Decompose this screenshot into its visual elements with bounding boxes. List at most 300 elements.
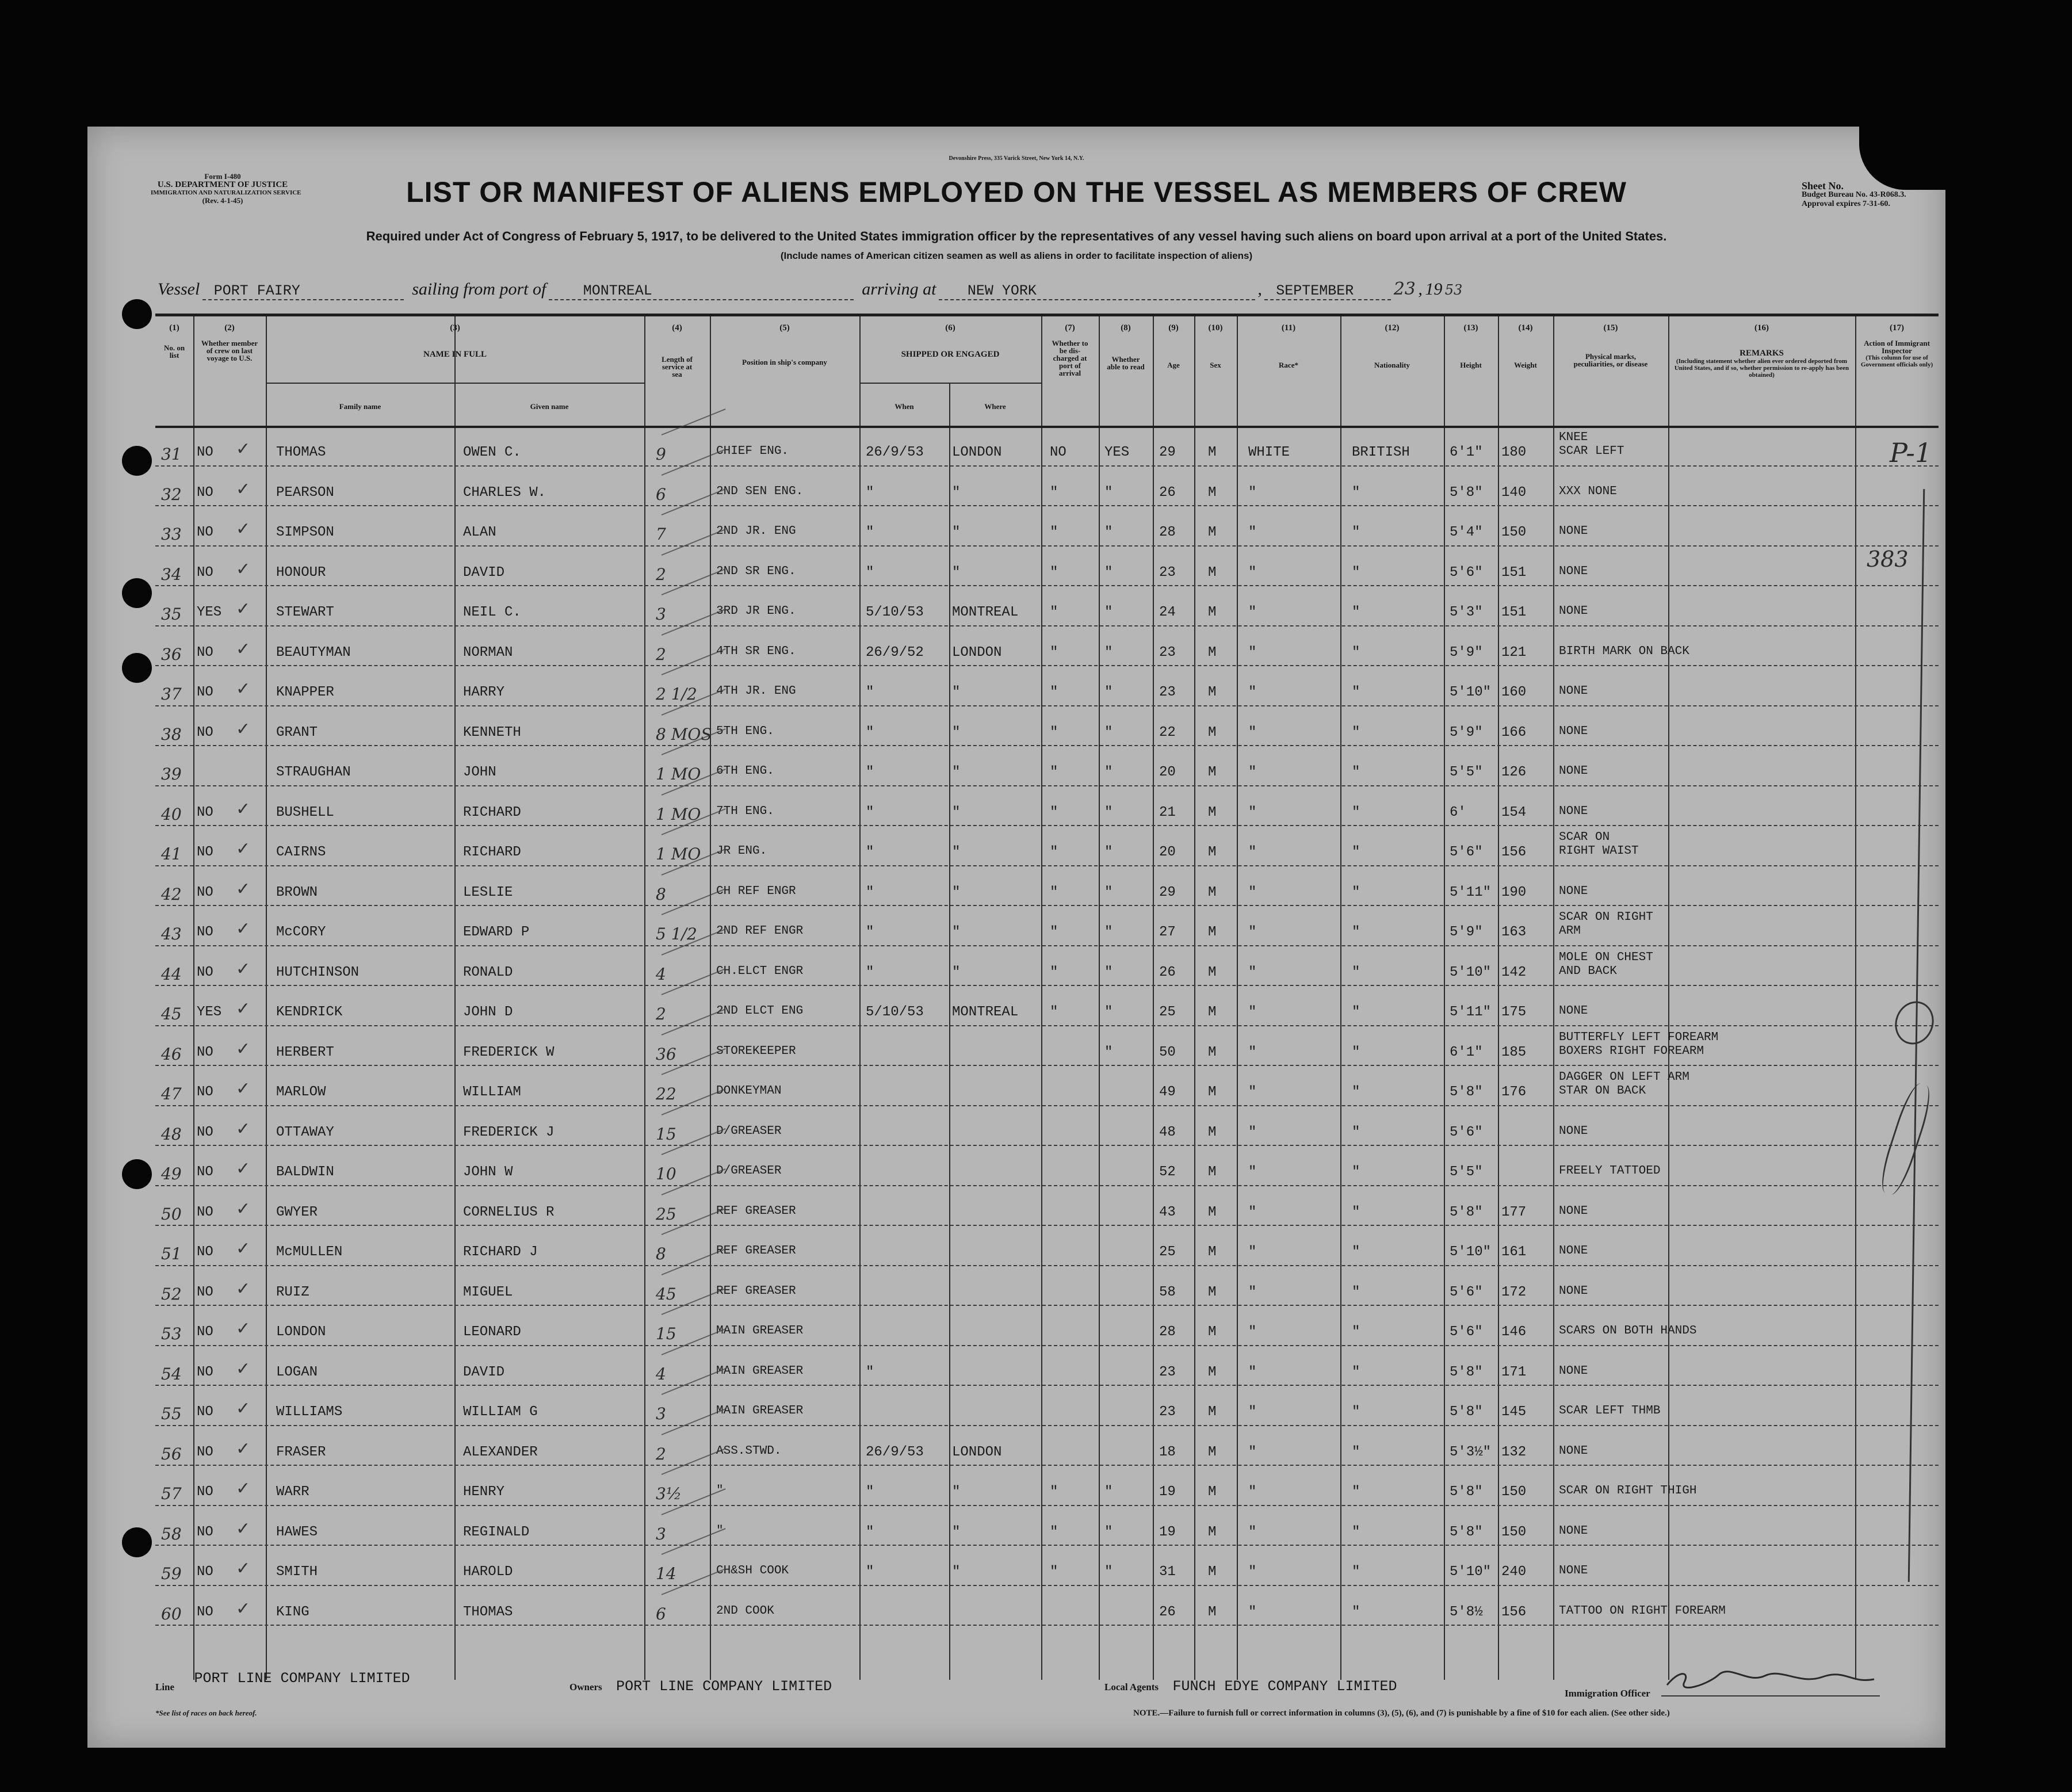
cell-family-name: HONOUR: [276, 564, 326, 580]
row-divider: [155, 865, 1939, 866]
cell-read: ": [1104, 525, 1113, 540]
check-mark-icon: ✓: [236, 1038, 251, 1059]
check-mark-icon: ✓: [236, 1278, 251, 1299]
cell-height: 5'5": [1450, 1164, 1483, 1180]
fine-note: NOTE.—Failure to furnish full or correct information in columns (3), (5), (6), and (7) is punishable by a fine of $10 for each alien. (See other side.): [1133, 1709, 1670, 1718]
cell-nationality: ": [1352, 1484, 1360, 1500]
cell-family-name: GRANT: [276, 724, 318, 740]
check-mark-icon: ✓: [236, 1319, 251, 1339]
header-col-12: (12) Nationality: [1374, 323, 1410, 369]
cell-discharged: ": [1050, 644, 1058, 660]
cell-weight: 166: [1501, 724, 1527, 740]
cell-nationality: ": [1352, 1404, 1360, 1420]
cell-race: ": [1248, 1164, 1257, 1180]
service-tick-mark: [662, 1008, 726, 1036]
cell-height: 5'10": [1450, 1564, 1492, 1580]
row-number: 42: [161, 884, 182, 904]
cell-sex: M: [1208, 804, 1217, 820]
cell-read: ": [1104, 484, 1113, 500]
line-field: [155, 1670, 410, 1695]
cell-weight: 121: [1501, 644, 1527, 660]
cell-sex: M: [1208, 685, 1217, 700]
cell-age: 23: [1159, 1404, 1176, 1420]
cell-given-name: ALEXANDER: [463, 1444, 538, 1460]
header-family-name: Family name: [339, 402, 381, 411]
cell-weight: 126: [1501, 765, 1527, 780]
check-mark-icon: ✓: [236, 1118, 251, 1139]
cell-position: REF GREASER: [716, 1244, 796, 1258]
service-tick-mark: [662, 529, 726, 556]
races-note: *See list of races on back hereof.: [155, 1709, 257, 1717]
cell-position: ASS.STWD.: [716, 1444, 782, 1458]
voyage-line: Vessel PORT FAIRY sailing from port of MONTREAL arriving at NEW YORK , SEPTEMBER 23 , 19 53: [158, 279, 1463, 299]
row-number: 56: [161, 1444, 182, 1464]
initials-scribble-2: [1875, 1080, 1936, 1198]
cell-where: ": [952, 484, 961, 500]
header-col-16: (16) REMARKS (Including statement whether alien ever ordered deported from United States, and if so, whether permission to re-apply has been obtained): [1674, 323, 1849, 379]
cell-service: 3: [656, 605, 666, 624]
row-number: 43: [161, 924, 182, 943]
cell-nationality: ": [1352, 605, 1360, 620]
form-department: U.S. DEPARTMENT OF JUSTICE: [157, 180, 288, 189]
approval-expiry: Approval expires 7-31-60.: [1802, 200, 1890, 208]
officer-field: [1565, 1678, 1880, 1699]
cell-sex: M: [1208, 964, 1217, 980]
cell-sex: M: [1208, 644, 1217, 660]
row-number: 53: [161, 1324, 182, 1343]
check-mark-icon: ✓: [236, 999, 251, 1019]
service-tick-mark: [662, 1448, 726, 1475]
cell-nationality: ": [1352, 924, 1360, 940]
cell-sex: M: [1208, 484, 1217, 500]
cell-discharged: ": [1050, 525, 1058, 540]
cell-age: 20: [1159, 765, 1176, 780]
cell-when: ": [866, 685, 874, 700]
cell-race: ": [1248, 1404, 1257, 1420]
cell-race: ": [1248, 564, 1257, 580]
cell-weight: 176: [1501, 1084, 1527, 1100]
cell-age: 26: [1159, 1604, 1176, 1620]
form-revision: (Rev. 4-1-45): [202, 196, 243, 205]
cell-race: ": [1248, 1604, 1257, 1620]
cell-nationality: ": [1352, 964, 1360, 980]
cell-height: 5'4": [1450, 525, 1483, 540]
row-number: 48: [161, 1124, 182, 1144]
cell-age: 19: [1159, 1484, 1176, 1500]
row-divider: [155, 1545, 1939, 1546]
cell-age: 26: [1159, 964, 1176, 980]
cell-when: ": [866, 1524, 874, 1540]
cell-service: 8: [656, 884, 666, 904]
cell-height: 5'10": [1450, 685, 1492, 700]
officer-label: Immigration Officer: [1565, 1688, 1650, 1699]
cell-weight: 140: [1501, 484, 1527, 500]
cell-marks: TATTOO ON RIGHT FOREARM: [1559, 1604, 1726, 1618]
cell-where: ": [952, 1524, 961, 1540]
cell-where: ": [952, 765, 961, 780]
cell-given-name: RICHARD: [463, 845, 521, 860]
cell-nationality: ": [1352, 1524, 1360, 1540]
cell-given-name: CORNELIUS R: [463, 1204, 555, 1220]
row-divider: [155, 825, 1939, 826]
cell-marks: SCAR LEFT THMB: [1559, 1404, 1661, 1417]
officer-signature: [1661, 1678, 1880, 1697]
cell-discharged: ": [1050, 685, 1058, 700]
cell-family-name: RUIZ: [276, 1284, 309, 1300]
cell-sex: M: [1208, 1244, 1217, 1260]
cell-crew: NO: [197, 644, 213, 660]
check-mark-icon: ✓: [236, 878, 251, 899]
cell-weight: 175: [1501, 1004, 1527, 1020]
row-number: 54: [161, 1364, 182, 1384]
cell-crew: NO: [197, 445, 213, 460]
cell-race: ": [1248, 1004, 1257, 1020]
check-mark-icon: ✓: [236, 1438, 251, 1459]
header-col-9: (9) Age: [1167, 323, 1180, 369]
cell-service: 14: [656, 1564, 676, 1583]
cell-crew: NO: [197, 564, 213, 580]
cell-when: ": [866, 484, 874, 500]
cell-age: 19: [1159, 1524, 1176, 1540]
cell-sex: M: [1208, 1284, 1217, 1300]
cell-marks: NONE: [1559, 605, 1588, 618]
cell-given-name: CHARLES W.: [463, 484, 546, 500]
cell-nationality: ": [1352, 884, 1360, 900]
cell-where: ": [952, 1484, 961, 1500]
owners-value: PORT LINE COMPANY LIMITED: [616, 1678, 832, 1695]
header-col-10: (10) Sex: [1208, 323, 1223, 369]
cell-read: ": [1104, 765, 1113, 780]
cell-height: 5'11": [1450, 1004, 1492, 1020]
header-col-15: (15) Physical marks, peculiarities, or disease: [1573, 323, 1648, 368]
cell-when: ": [866, 804, 874, 820]
header-given-name: Given name: [530, 402, 569, 411]
cell-age: 22: [1159, 724, 1176, 740]
cell-age: 18: [1159, 1444, 1176, 1460]
cell-height: 5'10": [1450, 1244, 1492, 1260]
check-mark-icon: ✓: [236, 559, 251, 579]
cell-when: 26/9/53: [866, 1444, 924, 1460]
row-number: 35: [161, 605, 182, 624]
cell-sex: M: [1208, 845, 1217, 860]
cell-where: ": [952, 964, 961, 980]
row-number: 38: [161, 724, 182, 744]
cell-discharged: ": [1050, 484, 1058, 500]
agents-value: FUNCH EDYE COMPANY LIMITED: [1172, 1678, 1397, 1695]
cell-where: ": [952, 804, 961, 820]
cell-service: 15: [656, 1124, 676, 1144]
cell-crew: NO: [197, 1444, 213, 1460]
cell-marks-upper: DAGGER ON LEFT ARM: [1559, 1071, 1689, 1084]
cell-height: 5'6": [1450, 1324, 1483, 1340]
cell-service: 36: [656, 1044, 676, 1064]
cell-family-name: CAIRNS: [276, 845, 326, 860]
cell-sex: M: [1208, 1604, 1217, 1620]
cell-read: ": [1104, 1004, 1113, 1020]
header-subline-names: [266, 383, 644, 384]
cell-marks-upper: MOLE ON CHEST: [1559, 950, 1653, 964]
cell-family-name: BROWN: [276, 884, 318, 900]
check-mark-icon: ✓: [236, 1159, 251, 1179]
cell-when: ": [866, 765, 874, 780]
cell-discharged: NO: [1050, 445, 1066, 460]
cell-race: ": [1248, 685, 1257, 700]
cell-family-name: SIMPSON: [276, 525, 334, 540]
cell-when: 5/10/53: [866, 1004, 924, 1020]
cell-given-name: WILLIAM: [463, 1084, 521, 1100]
check-mark-icon: ✓: [236, 919, 251, 939]
cell-nationality: ": [1352, 1084, 1360, 1100]
cell-age: 28: [1159, 1324, 1176, 1340]
cell-marks: NONE: [1559, 1524, 1588, 1538]
cell-given-name: DAVID: [463, 1364, 505, 1380]
cell-given-name: HENRY: [463, 1484, 505, 1500]
footer: [155, 1670, 1939, 1744]
service-tick-mark: [662, 648, 726, 675]
cell-when: ": [866, 1364, 874, 1380]
owners-field: [569, 1678, 832, 1695]
row-number: 36: [161, 644, 182, 664]
check-mark-icon: ✓: [236, 479, 251, 499]
cell-crew: NO: [197, 685, 213, 700]
cell-service: 10: [656, 1164, 676, 1183]
cell-nationality: ": [1352, 1564, 1360, 1580]
cell-height: 5'8": [1450, 1484, 1483, 1500]
cell-family-name: WARR: [276, 1484, 309, 1500]
signature-scribble: [1661, 1668, 1880, 1691]
cell-nationality: ": [1352, 1164, 1360, 1180]
cell-when: ": [866, 924, 874, 940]
cell-nationality: ": [1352, 644, 1360, 660]
row-divider: [155, 545, 1939, 547]
cell-race: ": [1248, 525, 1257, 540]
cell-where: ": [952, 685, 961, 700]
cell-read: ": [1104, 564, 1113, 580]
cell-marks: NONE: [1559, 765, 1588, 778]
cell-weight: 156: [1501, 845, 1527, 860]
cell-crew: NO: [197, 845, 213, 860]
cell-read: ": [1104, 884, 1113, 900]
cell-weight: 142: [1501, 964, 1527, 980]
cell-age: 29: [1159, 445, 1176, 460]
cell-family-name: MARLOW: [276, 1084, 326, 1100]
cell-discharged: ": [1050, 1564, 1058, 1580]
cell-read: ": [1104, 845, 1113, 860]
cell-service: 1 MO: [656, 804, 701, 824]
row-number: 50: [161, 1204, 182, 1224]
row-divider: [155, 465, 1939, 467]
cell-marks: AND BACK: [1559, 964, 1617, 978]
check-mark-icon: ✓: [236, 1478, 251, 1499]
cell-service: 2: [656, 1004, 666, 1023]
cell-family-name: OTTAWAY: [276, 1124, 334, 1140]
cell-crew: NO: [197, 964, 213, 980]
cell-read: ": [1104, 685, 1113, 700]
cell-marks-upper: SCAR ON: [1559, 831, 1610, 844]
row-divider: [155, 665, 1939, 666]
cell-where: ": [952, 845, 961, 860]
cell-marks: RIGHT WAIST: [1559, 845, 1639, 858]
cell-race: ": [1248, 1244, 1257, 1260]
cell-position: 2ND ELCT ENG: [716, 1004, 804, 1018]
row-divider: [155, 1265, 1939, 1266]
cell-marks: NONE: [1559, 1284, 1588, 1298]
cell-marks: NONE: [1559, 685, 1588, 698]
cell-age: 23: [1159, 644, 1176, 660]
cell-when: ": [866, 964, 874, 980]
cell-position: 7TH ENG.: [716, 804, 774, 818]
row-number: 45: [161, 1004, 182, 1023]
cell-height: 5'10": [1450, 964, 1492, 980]
cell-family-name: STEWART: [276, 605, 334, 620]
cell-position: MAIN GREASER: [716, 1404, 804, 1417]
cell-race: ": [1248, 1084, 1257, 1100]
inspector-number: 383: [1867, 547, 1909, 572]
check-mark-icon: ✓: [236, 839, 251, 859]
cell-height: 5'8": [1450, 1084, 1483, 1100]
header-col-3: (3) NAME IN FULL: [423, 323, 487, 359]
cell-crew: YES: [197, 605, 222, 620]
header-col-14: (14) Weight: [1514, 323, 1537, 369]
check-mark-icon: ✓: [236, 519, 251, 539]
cell-crew: NO: [197, 1164, 213, 1180]
cell-height: 5'8": [1450, 1404, 1483, 1420]
check-mark-icon: ✓: [236, 1598, 251, 1619]
subtitle-note: (Include names of American citizen seamen as well as aliens in order to facilitate inspection of aliens): [780, 250, 1253, 261]
cell-race: ": [1248, 765, 1257, 780]
cell-sex: M: [1208, 1164, 1217, 1180]
cell-nationality: ": [1352, 1444, 1360, 1460]
initials-scribble: [1889, 996, 1940, 1050]
cell-given-name: RICHARD: [463, 804, 521, 820]
cell-marks: BIRTH MARK ON BACK: [1559, 644, 1689, 658]
cell-height: 6': [1450, 804, 1466, 820]
cell-position: 3RD JR ENG.: [716, 605, 796, 618]
cell-service: 8: [656, 1244, 666, 1263]
cell-sex: M: [1208, 1564, 1217, 1580]
row-divider: [155, 1185, 1939, 1186]
cell-position: MAIN GREASER: [716, 1324, 804, 1338]
row-number: 31: [161, 445, 182, 464]
cell-family-name: KNAPPER: [276, 685, 334, 700]
cell-sex: M: [1208, 525, 1217, 540]
check-mark-icon: ✓: [236, 1239, 251, 1259]
header-col-17: (17) Action of Immigrant Inspector (This column for use of Government officials only): [1860, 323, 1933, 368]
service-tick-mark: [662, 449, 726, 476]
cell-crew: NO: [197, 525, 213, 540]
check-mark-icon: ✓: [236, 1558, 251, 1579]
check-mark-icon: ✓: [236, 958, 251, 979]
row-divider: [155, 785, 1939, 786]
row-divider: [155, 1225, 1939, 1226]
cell-nationality: ": [1352, 845, 1360, 860]
cell-read: ": [1104, 1484, 1113, 1500]
header-where: Where: [984, 402, 1006, 411]
header-col-11: (11) Race*: [1279, 323, 1298, 369]
cell-when: ": [866, 724, 874, 740]
cell-given-name: THOMAS: [463, 1604, 513, 1620]
row-number: 55: [161, 1404, 182, 1423]
cell-when: ": [866, 1564, 874, 1580]
row-number: 59: [161, 1564, 182, 1583]
arriving-label: arriving at: [862, 280, 936, 299]
cell-sex: M: [1208, 765, 1217, 780]
row-divider: [155, 625, 1939, 626]
cell-age: 49: [1159, 1084, 1176, 1100]
cell-given-name: NEIL C.: [463, 605, 521, 620]
cell-nationality: ": [1352, 1284, 1360, 1300]
cell-marks: SCARS ON BOTH HANDS: [1559, 1324, 1697, 1338]
cell-crew: NO: [197, 1204, 213, 1220]
cell-given-name: HAROLD: [463, 1564, 513, 1580]
cell-weight: 160: [1501, 685, 1527, 700]
cell-race: ": [1248, 724, 1257, 740]
cell-marks: NONE: [1559, 1204, 1588, 1218]
cell-weight: 154: [1501, 804, 1527, 820]
port-to: NEW YORK: [939, 282, 1255, 300]
cell-position: 2ND SEN ENG.: [716, 484, 804, 498]
cell-marks: STAR ON BACK: [1559, 1084, 1646, 1098]
cell-age: 52: [1159, 1164, 1176, 1180]
cell-position: CH&SH COOK: [716, 1564, 789, 1577]
cell-height: 5'3½": [1450, 1444, 1492, 1460]
cell-nationality: ": [1352, 525, 1360, 540]
cell-nationality: ": [1352, 1044, 1360, 1060]
cell-race: ": [1248, 484, 1257, 500]
cell-nationality: ": [1352, 1004, 1360, 1020]
cell-position: 2ND REF ENGR: [716, 924, 804, 938]
cell-height: 5'5": [1450, 765, 1483, 780]
cell-crew: YES: [197, 1004, 222, 1020]
cell-sex: M: [1208, 724, 1217, 740]
cell-family-name: STRAUGHAN: [276, 765, 351, 780]
cell-weight: 145: [1501, 1404, 1527, 1420]
check-mark-icon: ✓: [236, 719, 251, 739]
punch-hole: [122, 1159, 152, 1189]
cell-position: REF GREASER: [716, 1284, 796, 1298]
cell-family-name: BALDWIN: [276, 1164, 334, 1180]
form-number: Form I-480: [204, 172, 241, 181]
cell-crew: NO: [197, 484, 213, 500]
check-mark-icon: ✓: [236, 798, 251, 819]
cell-marks: SCAR ON RIGHT THIGH: [1559, 1484, 1697, 1497]
service-tick-mark: [662, 968, 726, 995]
cell-position: 4TH SR ENG.: [716, 644, 796, 658]
row-divider: [155, 1065, 1939, 1066]
cell-crew: NO: [197, 1484, 213, 1500]
sheet-info: [1802, 181, 1906, 209]
row-divider: [155, 905, 1939, 906]
cell-where: MONTREAL: [952, 1004, 1019, 1020]
cell-position: ": [716, 1524, 724, 1538]
cell-discharged: ": [1050, 1484, 1058, 1500]
cell-race: ": [1248, 1204, 1257, 1220]
cell-marks: NONE: [1559, 564, 1588, 578]
cell-race: ": [1248, 924, 1257, 940]
cell-service: 2: [656, 564, 666, 584]
cell-sex: M: [1208, 1324, 1217, 1340]
cell-discharged: ": [1050, 1524, 1058, 1540]
cell-age: 23: [1159, 1364, 1176, 1380]
cell-service: 2: [656, 644, 666, 664]
cell-family-name: McMULLEN: [276, 1244, 343, 1260]
cell-service: 6: [656, 1604, 666, 1623]
cell-position: 2ND JR. ENG: [716, 525, 796, 538]
cell-service: 15: [656, 1324, 676, 1343]
cell-service: 22: [656, 1084, 676, 1103]
header-col-7: (7) Whether to be dis-charged at port of arrival: [1052, 323, 1088, 377]
cell-where: MONTREAL: [952, 605, 1019, 620]
